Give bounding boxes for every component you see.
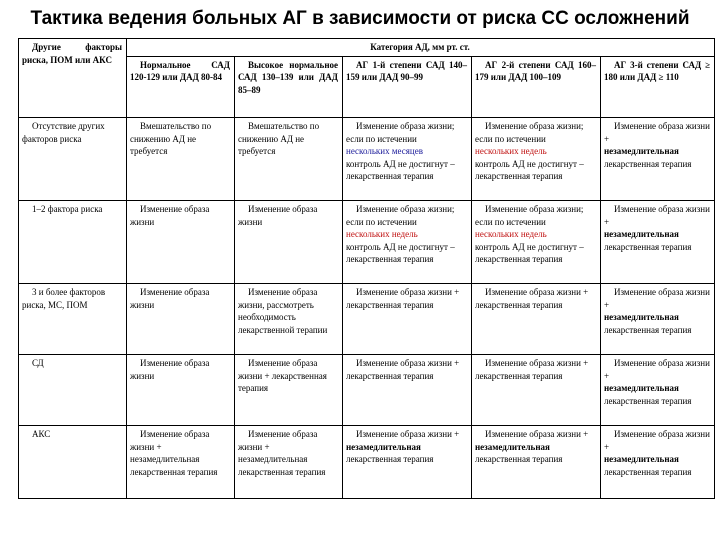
header-col-normal: Нормальное САД 120-129 или ДАД 80-84 — [127, 56, 235, 118]
table-row — [19, 201, 715, 284]
table-cell: Изменение образа жизни — [127, 284, 235, 355]
table-cell: Изменение образа жизни + незамедлительная лекарственная терапия — [343, 426, 472, 499]
table-cell: Изменение образа жизни — [127, 201, 235, 284]
table-cell: Изменение образа жизни; если по истечении нескольких недель контроль АД не достигнут – лекарственная терапия — [472, 118, 601, 201]
highlight-text: нескольких недель — [475, 146, 547, 156]
highlight-text: нескольких недель — [475, 229, 547, 239]
table-cell: Изменение образа жизни; если по истечении нескольких месяцев контроль АД не достигнут – лекарственная терапия — [343, 118, 472, 201]
highlight-text: нескольких недель — [346, 229, 418, 239]
row-label: 3 и более факторов риска, МС, ПОМ — [19, 284, 127, 355]
table-cell: Изменение образа жизни — [127, 355, 235, 426]
table-cell: Изменение образа жизни + незамедлительная лекарственная терапия — [601, 426, 715, 499]
table-row — [19, 355, 715, 426]
table-cell: Изменение образа жизни + лекарственная терапия — [235, 355, 343, 426]
header-col-grade3: АГ 3-й степени САД ≥ 180 или ДАД ≥ 110 — [601, 56, 715, 118]
table-row — [19, 118, 715, 201]
table-cell: Изменение образа жизни — [235, 201, 343, 284]
row-label: СД — [19, 355, 127, 426]
highlight-text: нескольких месяцев — [346, 146, 423, 156]
table-cell: Изменение образа жизни; если по истечении нескольких недель контроль АД не достигнут – лекарственная терапия — [472, 201, 601, 284]
table-cell: Изменение образа жизни; если по истечении нескольких недель контроль АД не достигнут – лекарственная терапия — [343, 201, 472, 284]
row-label: 1–2 фактора риска — [19, 201, 127, 284]
header-category-cell — [127, 39, 715, 57]
table-cell: Изменение образа жизни + незамедлительная лекарственная терапия — [472, 426, 601, 499]
table-cell: Изменение образа жизни + незамедлительная лекарственная терапия — [127, 426, 235, 499]
page-title: Тактика ведения больных АГ в зависимости от риска СС осложнений — [30, 8, 690, 29]
table-cell: Изменение образа жизни + незамедлительная лекарственная терапия — [601, 118, 715, 201]
table-cell: Изменение образа жизни + незамедлительная лекарственная терапия — [601, 284, 715, 355]
header-col-high-normal: Высокое нормальное САД 130–139 или ДАД 85–89 — [235, 56, 343, 118]
table-cell: Изменение образа жизни + незамедлительная лекарственная терапия — [601, 355, 715, 426]
row-label: АКС — [19, 426, 127, 499]
table-cell: Изменение образа жизни + лекарственная терапия — [472, 284, 601, 355]
row-label: Отсутствие других факторов риска — [19, 118, 127, 201]
header-category-label: Категория АД, мм рт. ст. — [370, 42, 470, 52]
table-cell: Изменение образа жизни + лекарственная терапия — [343, 355, 472, 426]
header-row — [19, 39, 715, 57]
table-cell: Изменение образа жизни + незамедлительная лекарственная терапия — [235, 426, 343, 499]
table-cell: Изменение образа жизни, рассмотреть необходимость лекарственной терапии — [235, 284, 343, 355]
header-col-grade1: АГ 1-й степени САД 140–159 или ДАД 90–99 — [343, 56, 472, 118]
table-cell: Изменение образа жизни + незамедлительная лекарственная терапия — [601, 201, 715, 284]
header-col-grade2: АГ 2-й степени САД 160–179 или ДАД 100–109 — [472, 56, 601, 118]
table-cell: Изменение образа жизни + лекарственная терапия — [472, 355, 601, 426]
risk-tactics-table — [18, 38, 715, 499]
header-factors-label: Другие факторы риска, ПОМ или АКС — [22, 42, 122, 65]
table-cell: Изменение образа жизни + лекарственная терапия — [343, 284, 472, 355]
table-cell: Вмешательство по снижению АД не требуется — [127, 118, 235, 201]
header-factors-cell — [19, 39, 127, 118]
table-row — [19, 284, 715, 355]
table-row — [19, 426, 715, 499]
table-cell: Вмешательство по снижению АД не требуется — [235, 118, 343, 201]
